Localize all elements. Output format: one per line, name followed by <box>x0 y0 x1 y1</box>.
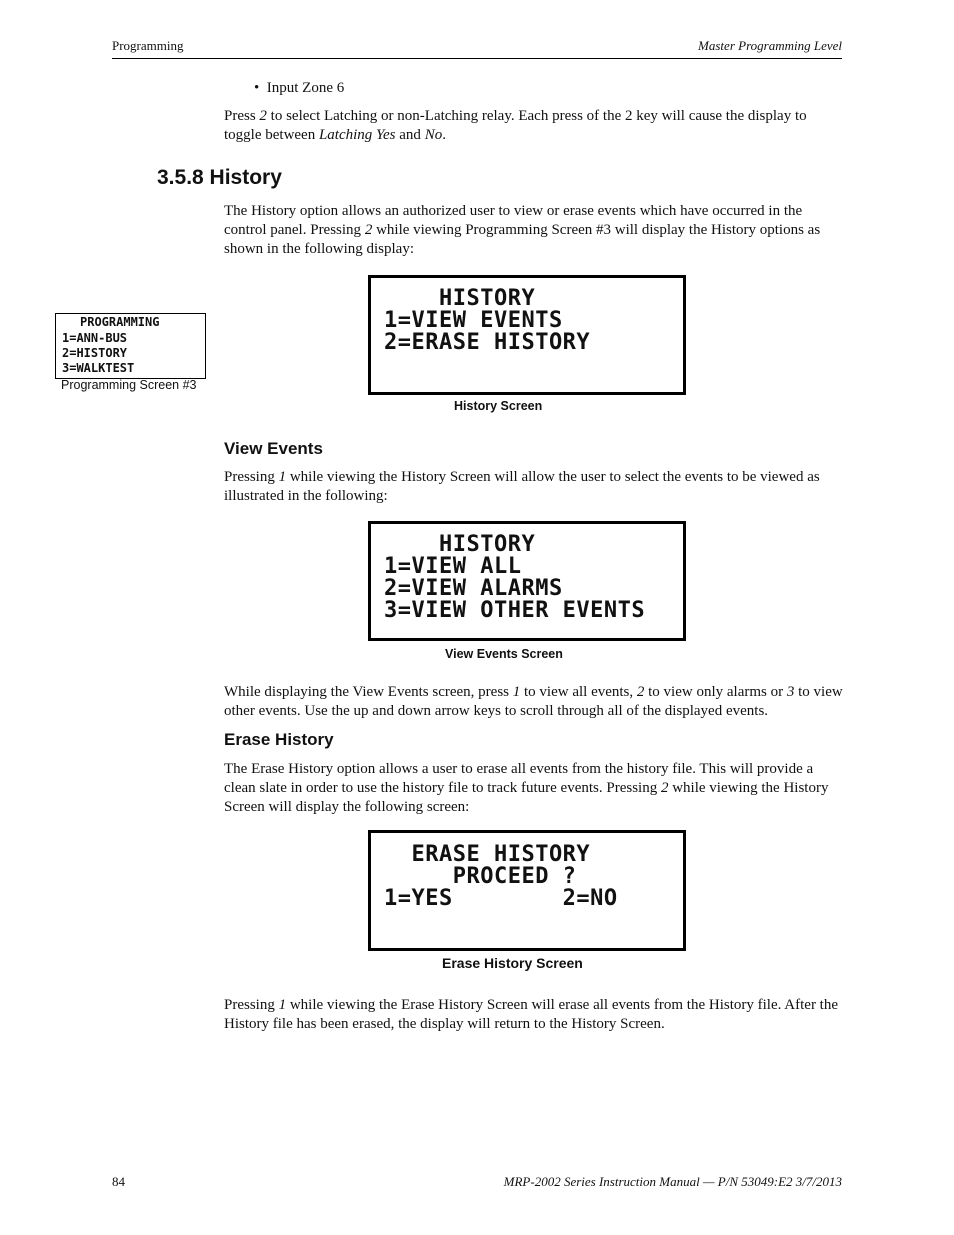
text-run: to view other events. Use the up and down arrow keys to scroll through all of the displayed events. <box>224 684 843 719</box>
text-run: While displaying the View Events screen, press <box>224 684 513 700</box>
page-number: 84 <box>112 1174 125 1189</box>
lcd-line: 2=ERASE HISTORY <box>384 330 591 355</box>
erase-history-screen-caption: Erase History Screen <box>442 955 583 971</box>
erase-history-screen-display <box>368 830 686 951</box>
erase-history-followup-paragraph <box>224 996 844 1034</box>
lcd-line: 1=VIEW EVENTS <box>384 308 563 333</box>
text-run: while viewing the Erase History Screen will erase all events from the History file. After the History file has been erased, the display will return to the History Screen. <box>224 997 839 1032</box>
key-ref: 1 <box>278 469 287 485</box>
key-ref: 2 <box>636 684 645 700</box>
header-rule <box>112 58 842 59</box>
text-run: while viewing the History Screen will allow the user to select the events to be viewed as illustrated in the following: <box>224 469 820 504</box>
history-screen-display <box>368 275 686 395</box>
header-section-title: Programming <box>112 38 184 53</box>
text-run: Press <box>224 108 260 124</box>
view-events-heading: View Events <box>224 439 323 458</box>
key-ref: 3 <box>786 684 795 700</box>
history-intro-paragraph <box>224 202 844 259</box>
lcd-line: ERASE HISTORY <box>384 842 591 867</box>
text-run: and <box>395 127 425 143</box>
option-ref: No <box>424 127 443 143</box>
text-run: The Erase History option allows a user to erase all events from the history file. This will provide a clean slate in order to use the history file to track future events. Pressing <box>224 761 814 796</box>
view-events-paragraph <box>224 468 844 506</box>
text-run: while viewing the History Screen will display the following screen: <box>224 780 829 815</box>
key-ref: 2 <box>660 780 669 796</box>
text-run: to view all events, <box>520 684 637 700</box>
section-heading: 3.5.8 History <box>157 166 282 189</box>
key-ref: 1 <box>512 684 521 700</box>
view-events-screen-display <box>368 521 686 641</box>
lcd-line: PROCEED ? <box>384 864 577 889</box>
lcd-line: 1=ANN-BUS <box>62 331 128 345</box>
programming-screen-caption: Programming Screen #3 <box>61 378 197 392</box>
lcd-line: 3=WALKTEST <box>62 361 135 375</box>
option-ref: Latching Yes <box>318 127 396 143</box>
text-run: to view only alarms or <box>644 684 787 700</box>
history-screen-caption: History Screen <box>454 399 543 413</box>
erase-history-paragraph <box>224 760 844 817</box>
text-run: Pressing <box>224 469 279 485</box>
lcd-line: HISTORY <box>384 532 536 557</box>
lcd-line: 2=HISTORY <box>62 346 128 360</box>
lcd-line: 3=VIEW OTHER EVENTS <box>384 598 646 623</box>
footer-manual-title: MRP-2002 Series Instruction Manual — P/N 53049:E2 3/7/2013 <box>503 1174 842 1189</box>
lcd-line: HISTORY <box>384 286 536 311</box>
view-events-screen-caption: View Events Screen <box>445 647 563 661</box>
key-ref: 1 <box>278 997 287 1013</box>
key-ref: 2 <box>259 108 267 124</box>
text-run: . <box>442 127 446 143</box>
lcd-line: 2=VIEW ALARMS <box>384 576 563 601</box>
view-events-followup-paragraph <box>224 683 844 721</box>
key-ref: 2 <box>364 222 373 238</box>
text-run: to select Latching or non-Latching relay. Each press of the 2 key will cause the display to toggle between <box>224 108 807 143</box>
lcd-line: 1=VIEW ALL <box>384 554 522 579</box>
bullet-item <box>254 80 344 97</box>
lcd-line: PROGRAMMING <box>80 315 160 329</box>
latching-paragraph <box>224 107 844 145</box>
text-run: The History option allows an authorized user to view or erase events which have occurred in the control panel. Pressing <box>224 203 803 238</box>
erase-history-heading: Erase History <box>224 730 334 749</box>
bullet-text: Input Zone 6 <box>266 80 345 96</box>
text-run: while viewing Programming Screen #3 will display the History options as shown in the following display: <box>224 222 821 257</box>
lcd-line: 1=YES 2=NO <box>384 886 618 911</box>
bullet-glyph: • <box>254 80 267 96</box>
header-chapter-title: Master Programming Level <box>698 38 842 53</box>
programming-screen-display <box>55 313 206 379</box>
text-run: Pressing <box>224 997 279 1013</box>
